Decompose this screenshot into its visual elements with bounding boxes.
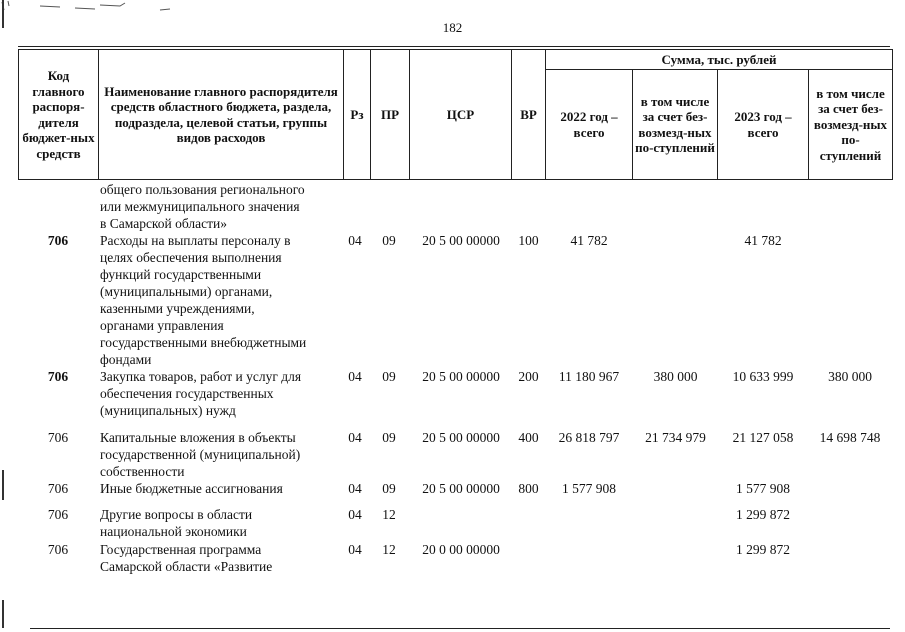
row-csr: 20 5 00 00000 bbox=[422, 430, 500, 445]
row-rz: 04 bbox=[348, 507, 362, 522]
row-sum-2022: 11 180 967 bbox=[558, 369, 620, 384]
row-free-2023: 14 698 748 bbox=[819, 430, 881, 445]
row-sum-2023: 21 127 058 bbox=[732, 430, 794, 445]
header-name: Наименование главного распорядителя средств областного бюджета, раздела, подраздела, целевой статьи, группы видов расходов bbox=[99, 50, 344, 180]
header-pr: ПР bbox=[371, 50, 410, 180]
row-name: Закупка товаров, работ и услуг для обеспечения государственных (муниципальных) нужд bbox=[100, 369, 302, 418]
header-rz: Рз bbox=[344, 50, 371, 180]
page-rule-bottom bbox=[30, 628, 890, 629]
row-code: 706 bbox=[47, 430, 69, 445]
header-csr: ЦСР bbox=[410, 50, 512, 180]
row-code: 706 bbox=[47, 542, 69, 557]
page-rule-top bbox=[18, 46, 890, 47]
header-2023-total: 2023 год – всего bbox=[718, 70, 809, 180]
scan-artifact bbox=[0, 0, 200, 20]
row-sum-2022: 41 782 bbox=[570, 233, 608, 248]
row-free-2023: 380 000 bbox=[828, 369, 872, 384]
scan-edge-mark bbox=[2, 470, 4, 500]
row-sum-2023: 1 299 872 bbox=[736, 507, 790, 522]
row-name: Расходы на выплаты персоналу в целях обеспечения выполнения функций государственными (муниципальными) органами, казенными учреждениями, органами управления государственными внебюджетными фондами bbox=[100, 233, 307, 367]
row-rz: 04 bbox=[348, 233, 362, 248]
row-pr: 09 bbox=[382, 369, 396, 384]
row-rz: 04 bbox=[348, 542, 362, 557]
row-code: 706 bbox=[47, 233, 69, 248]
row-vr: 800 bbox=[518, 481, 539, 496]
row-sum-2022: 26 818 797 bbox=[558, 430, 620, 445]
row-rz: 04 bbox=[348, 481, 362, 496]
row-name: Другие вопросы в области национальной экономики bbox=[100, 507, 253, 539]
scan-edge-mark bbox=[2, 600, 4, 628]
row-csr: 20 5 00 00000 bbox=[422, 481, 500, 496]
header-2023-free: в том числе за счет без-возмезд-ных по-ступлений bbox=[809, 70, 893, 180]
row-name: Иные бюджетные ассигнования bbox=[100, 481, 283, 496]
row-vr: 100 bbox=[518, 233, 539, 248]
row-csr: 20 0 00 00000 bbox=[422, 542, 500, 557]
row-code: 706 bbox=[47, 507, 69, 522]
table-header bbox=[18, 49, 893, 180]
header-2022-free: в том числе за счет без-возмезд-ных по-ступлений bbox=[633, 70, 718, 180]
row-sum-2023: 10 633 999 bbox=[732, 369, 794, 384]
row-pr: 12 bbox=[382, 542, 396, 557]
row-csr: 20 5 00 00000 bbox=[422, 233, 500, 248]
row-pr: 12 bbox=[382, 507, 396, 522]
header-code: Код главного распоря-дителя бюджет-ных средств bbox=[19, 50, 99, 180]
row-sum-2022: 1 577 908 bbox=[562, 481, 616, 496]
row-pr: 09 bbox=[382, 233, 396, 248]
row-free-2022: 380 000 bbox=[653, 369, 698, 384]
row-name: Капитальные вложения в объекты государственной (муниципальной) собственности bbox=[100, 430, 301, 479]
row-sum-2023: 1 299 872 bbox=[736, 542, 790, 557]
row-rz: 04 bbox=[348, 369, 362, 384]
page-number: 182 bbox=[442, 20, 463, 35]
row-name: общего пользования регионального или межмуниципального значения в Самарской области» bbox=[100, 182, 305, 231]
header-vr: ВР bbox=[512, 50, 546, 180]
row-free-2022: 21 734 979 bbox=[645, 430, 706, 445]
header-2022-total: 2022 год – всего bbox=[546, 70, 633, 180]
row-code: 706 bbox=[47, 369, 69, 384]
row-vr: 400 bbox=[518, 430, 539, 445]
row-rz: 04 bbox=[348, 430, 362, 445]
row-code: 706 bbox=[47, 481, 69, 496]
header-sum-group: Сумма, тыс. рублей bbox=[546, 50, 893, 70]
row-pr: 09 bbox=[382, 430, 396, 445]
row-csr: 20 5 00 00000 bbox=[422, 369, 500, 384]
row-name: Государственная программа Самарской области «Развитие bbox=[100, 542, 273, 574]
row-sum-2023: 1 577 908 bbox=[736, 481, 790, 496]
row-sum-2023: 41 782 bbox=[744, 233, 782, 248]
row-vr: 200 bbox=[518, 369, 539, 384]
row-pr: 09 bbox=[382, 481, 396, 496]
